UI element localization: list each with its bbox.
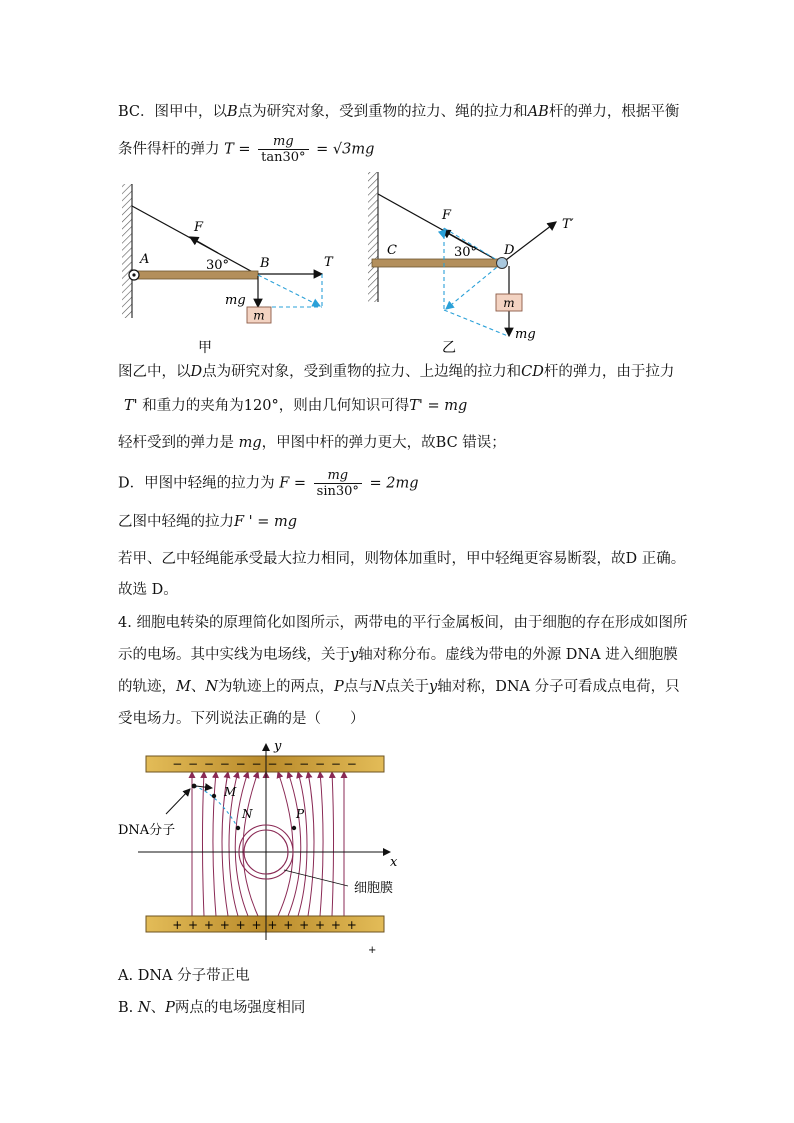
label-y: y xyxy=(274,739,282,754)
label-x: x xyxy=(390,855,398,870)
para-d-line4: 故选 D。 xyxy=(118,582,178,598)
option-b: B. N、P两点的电场强度相同 xyxy=(118,1000,306,1016)
option-a: A. DNA 分子带正电 xyxy=(118,968,250,984)
para-yi-line2: T' 和重力的夹角为120°，则由几何知识可得T' = mg xyxy=(124,398,468,414)
minus-signs: − − − − − − − − − − − − xyxy=(172,757,358,771)
label-T: T xyxy=(324,255,333,270)
fraction-mg-tan30: $\frac{mg}{\tan 30^\circ}$ xyxy=(258,134,308,165)
label-B: B xyxy=(260,256,270,271)
q4-line1: 4. 细胞电转染的原理简化如图所示，两带电的平行金属板间，由于细胞的存在形成如图所 xyxy=(118,615,688,631)
label-mg: mg xyxy=(515,327,536,342)
caption-jia: 甲 xyxy=(198,340,212,356)
label-F: F xyxy=(194,220,204,235)
wall xyxy=(368,172,378,302)
para-d-line2: 乙图中轻绳的拉力F ' = mg xyxy=(118,514,298,530)
label-angle: 30° xyxy=(454,245,478,260)
caption-yi: 乙 xyxy=(442,340,456,356)
para-bc-line1: BC．图甲中，以B点为研究对象，受到重物的拉力、绳的拉力和AB杆的弹力，根据平衡 xyxy=(118,104,680,120)
rod xyxy=(134,271,258,279)
figure-rod-forces xyxy=(110,170,590,358)
para-bc-line2: 条件得杆的弹力 T = $\frac{mg}{\tan 30^\circ}$ = √3mg xyxy=(118,134,375,165)
q4-line4: 受电场力。下列说法正确的是（ ） xyxy=(118,711,365,727)
figure-yi xyxy=(368,172,574,356)
dna-pointer xyxy=(166,789,190,814)
label-D: D xyxy=(504,243,515,258)
point-P xyxy=(292,826,296,830)
label-mg: mg xyxy=(225,293,246,308)
q4-line3: 的轨迹，M、N为轨迹上的两点，P点与N点关于y轴对称，DNA 分子可看成点电荷，只 xyxy=(118,679,680,695)
label-C: C xyxy=(387,243,397,258)
plus-signs: + + + + + + + + + + + + xyxy=(172,918,358,932)
q4-line2: 示的电场。其中实线为电场线，关于y轴对称分布。虚线为带电的外源 DNA 进入细胞膜 xyxy=(118,647,678,663)
para-d-line1: D．甲图中轻绳的拉力为 F = $\frac{mg}{\sin 30^\circ}$ = 2mg xyxy=(118,468,419,499)
point-M xyxy=(212,794,216,798)
label-Tprime: T′ xyxy=(562,217,574,232)
label-P: P xyxy=(296,807,305,821)
bottom-plate xyxy=(146,916,384,932)
figure-cell-field xyxy=(112,736,412,958)
mass-label: m xyxy=(503,296,515,310)
force-F-arrow xyxy=(190,237,218,253)
dna-molecule xyxy=(192,784,197,789)
top-plate xyxy=(146,756,384,772)
label-angle: 30° xyxy=(206,258,230,273)
para-yi-line1: 图乙中，以D点为研究对象，受到重物的拉力、上边绳的拉力和CD杆的弹力，由于拉力 xyxy=(118,364,675,380)
label-F: F xyxy=(442,208,452,223)
point-N xyxy=(236,826,240,830)
para-rod: 轻杆受到的弹力是 mg，甲图中杆的弹力更大，故BC 错误； xyxy=(118,435,506,451)
label-N: N xyxy=(242,807,253,821)
label-dna: DNA分子 xyxy=(118,823,176,838)
figure-jia xyxy=(122,184,334,356)
stray-plus: + xyxy=(368,945,377,956)
field-lines xyxy=(192,772,344,916)
label-A: A xyxy=(140,252,150,267)
wall xyxy=(122,184,132,318)
joint-D xyxy=(497,258,508,269)
mass-label: m xyxy=(253,308,265,323)
fraction-mg-sin30: $\frac{mg}{\sin 30^\circ}$ xyxy=(314,468,362,499)
membrane-pointer xyxy=(284,870,348,886)
para-d-line3: 若甲、乙中轻绳能承受最大拉力相同，则物体加重时，甲中轻绳更容易断裂，故D 正确。 xyxy=(118,551,686,567)
label-membrane: 细胞膜 xyxy=(354,881,394,896)
rod xyxy=(372,259,502,267)
label-M: M xyxy=(224,785,237,799)
